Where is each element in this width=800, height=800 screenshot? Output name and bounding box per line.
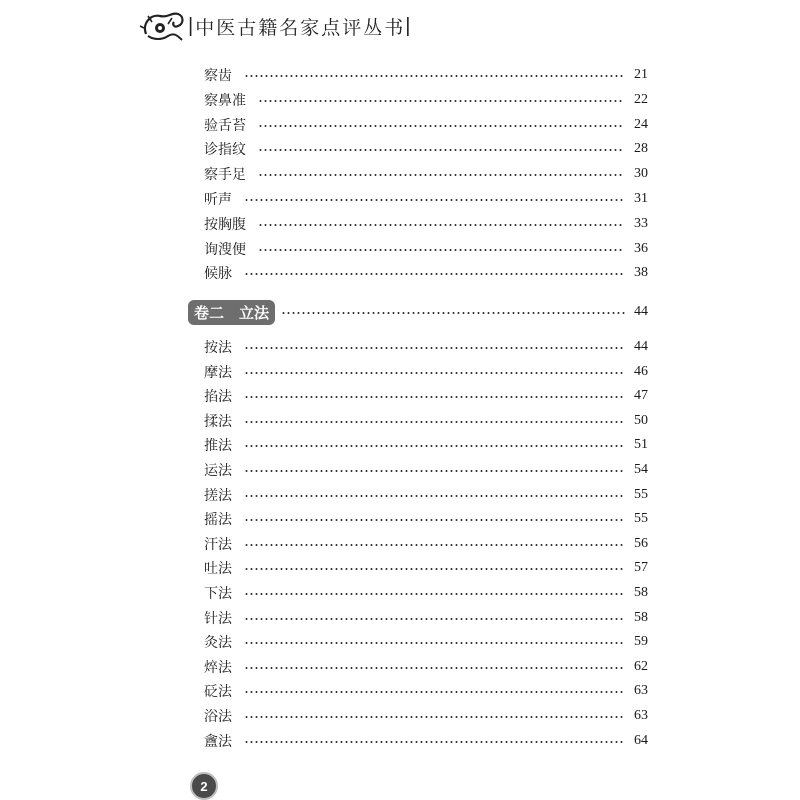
dot-leader xyxy=(244,421,624,423)
toc-entry-title: 掐法 xyxy=(204,389,232,406)
header-divider-left: | xyxy=(188,14,194,37)
dot-leader xyxy=(281,312,626,314)
toc-entry-page-number: 54 xyxy=(634,462,648,477)
toc-entry-page-number: 51 xyxy=(634,437,648,453)
toc-entry-title: 砭法 xyxy=(204,684,232,701)
toc-entry-title: 运法 xyxy=(204,463,232,479)
toc-entry-page-number: 63 xyxy=(634,683,648,699)
dot-leader xyxy=(244,716,624,718)
toc-entry-title: 按法 xyxy=(204,340,232,356)
toc-entry-title: 揉法 xyxy=(204,413,232,430)
dot-leader xyxy=(258,125,624,127)
toc-entry[interactable] xyxy=(204,532,648,556)
dot-leader xyxy=(244,495,624,497)
toc-entry[interactable] xyxy=(204,729,648,753)
toc-entry-page-number: 59 xyxy=(634,634,648,650)
dot-leader xyxy=(244,396,624,398)
toc-entry[interactable] xyxy=(204,137,648,161)
toc-entry[interactable] xyxy=(204,630,648,654)
toc-entry-title: 察鼻准 xyxy=(204,92,246,109)
toc-entry-page-number: 50 xyxy=(634,412,648,428)
dot-leader xyxy=(244,347,624,349)
toc-entry-title: 搓法 xyxy=(204,487,232,504)
toc-entry[interactable] xyxy=(204,507,648,531)
dot-leader xyxy=(258,224,624,226)
toc-entry-page-number: 55 xyxy=(634,486,648,502)
toc-entry-page-number: 56 xyxy=(634,535,648,551)
toc-entry-title: 诊指纹 xyxy=(204,142,246,159)
toc-entry-page-number: 36 xyxy=(634,240,648,256)
toc-entry-page-number: 63 xyxy=(634,708,648,723)
toc-entry-title: 盦法 xyxy=(204,733,232,750)
toc-entry[interactable] xyxy=(204,360,648,384)
toc-entry[interactable] xyxy=(204,335,648,359)
toc-entry-page-number: 47 xyxy=(634,388,648,404)
toc-entry[interactable] xyxy=(204,581,648,605)
toc-entry-page-number: 44 xyxy=(634,339,648,354)
dot-leader xyxy=(244,568,624,570)
toc-entry-title: 浴法 xyxy=(204,709,232,725)
toc-entry-title: 推法 xyxy=(204,438,232,455)
toc-entry-title: 针法 xyxy=(204,610,232,627)
dot-leader xyxy=(244,519,624,521)
toc-entry[interactable] xyxy=(204,237,648,261)
dot-leader xyxy=(258,100,624,102)
toc-entry[interactable] xyxy=(204,679,648,703)
toc-entry-title: 焠法 xyxy=(204,659,232,676)
toc-entry[interactable] xyxy=(204,606,648,630)
dot-leader xyxy=(244,75,624,77)
toc-entry-title: 摩法 xyxy=(204,364,232,381)
toc-entry-page-number: 22 xyxy=(634,91,648,107)
toc-entry[interactable] xyxy=(204,556,648,580)
dot-leader xyxy=(258,149,624,151)
toc-entry-page-number: 55 xyxy=(634,511,648,527)
toc-entry-title: 候脉 xyxy=(204,266,232,283)
toc-entry-page-number: 33 xyxy=(634,215,648,231)
dot-leader xyxy=(244,445,624,447)
toc-entry-title: 摇法 xyxy=(204,512,232,529)
dot-leader xyxy=(244,667,624,669)
dot-leader xyxy=(244,199,624,201)
toc-entry-page-number: 30 xyxy=(634,166,648,182)
toc-entry[interactable] xyxy=(204,483,648,507)
toc-entry-page-number: 62 xyxy=(634,658,648,674)
dot-leader xyxy=(244,691,624,693)
header-divider-right: | xyxy=(405,14,411,37)
toc-entry[interactable] xyxy=(204,384,648,408)
toc-entry[interactable] xyxy=(204,63,648,87)
toc-entry-page-number: 64 xyxy=(634,732,648,748)
toc-entry-page-number: 24 xyxy=(634,116,648,132)
toc-entry[interactable] xyxy=(204,88,648,112)
toc-entry-title: 询溲便 xyxy=(204,241,246,258)
toc-entry[interactable] xyxy=(204,162,648,186)
toc-entry[interactable] xyxy=(204,187,648,211)
dot-leader xyxy=(244,593,624,595)
toc-entry[interactable] xyxy=(204,409,648,433)
toc-entry-title: 下法 xyxy=(204,586,232,602)
toc-entry-page-number: 46 xyxy=(634,363,648,379)
toc-entry-title: 按胸腹 xyxy=(204,216,246,233)
dot-leader xyxy=(244,372,624,374)
toc-entry-page-number: 21 xyxy=(634,67,648,82)
section-label: 卷二 立法 xyxy=(188,300,275,325)
dot-leader xyxy=(244,741,624,743)
dot-leader xyxy=(244,470,624,472)
toc-entry[interactable] xyxy=(204,212,648,236)
dot-leader xyxy=(244,544,624,546)
toc-entry[interactable] xyxy=(204,113,648,137)
dot-leader xyxy=(258,249,624,251)
toc-entry-page-number: 31 xyxy=(634,191,648,206)
toc-entry-title: 听声 xyxy=(204,192,232,208)
toc-entry-title: 察齿 xyxy=(204,68,232,84)
toc-entry[interactable] xyxy=(204,261,648,285)
toc-entry-title: 吐法 xyxy=(204,561,232,578)
toc-entry-page-number: 58 xyxy=(634,609,648,625)
toc-entry-page-number: 38 xyxy=(634,265,648,281)
folio-number: 2 xyxy=(200,778,208,794)
dot-leader xyxy=(258,174,624,176)
dot-leader xyxy=(244,642,624,644)
toc-entry[interactable] xyxy=(204,433,648,457)
toc-entry-page-number: 58 xyxy=(634,585,648,600)
toc-section-heading[interactable] xyxy=(188,300,648,324)
toc-entry-title: 灸法 xyxy=(204,635,232,652)
toc-entry-page-number: 57 xyxy=(634,560,648,576)
toc-entry-title: 汗法 xyxy=(204,536,232,553)
toc-entry[interactable] xyxy=(204,458,648,482)
toc-entry-page-number: 28 xyxy=(634,141,648,157)
toc-entry-title: 验舌苔 xyxy=(204,117,246,134)
toc-entry-title: 察手足 xyxy=(204,167,246,184)
toc-entry[interactable] xyxy=(204,655,648,679)
section-page-number: 44 xyxy=(634,304,648,319)
dot-leader xyxy=(244,618,624,620)
page-folio-badge xyxy=(190,772,218,800)
toc-entry[interactable] xyxy=(204,704,648,728)
series-title: 中医古籍名家点评丛书 xyxy=(195,16,406,39)
dot-leader xyxy=(244,273,624,275)
